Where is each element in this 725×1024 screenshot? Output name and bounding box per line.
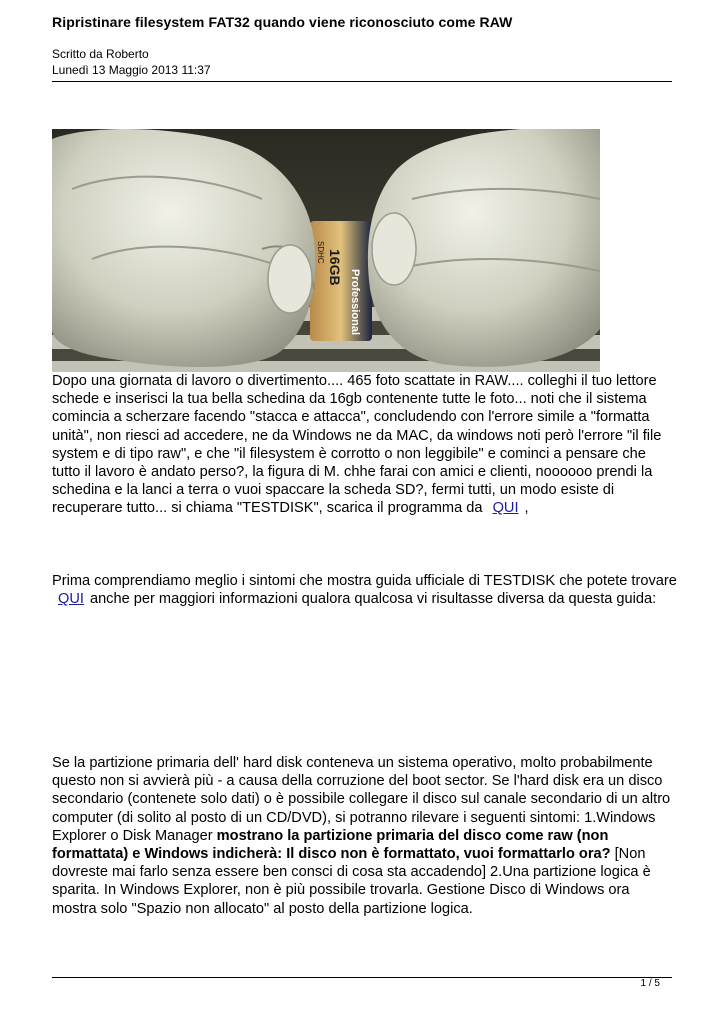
paragraph-intro-text: Dopo una giornata di lavoro o divertimento.... 465 foto scattate in RAW.... colleghi il tuo lettore schede e inserisci la tua bella schedina da 16gb contenente tutte le foto... noti che il sistema comincia a scherzare facendo "stacca e attacca", concludendo con l'errore simile a "formatta unità", non riesci ad accedere, ne da Windows ne da MAC, da windows noti però l'errore "il file system e di tipo raw", e che "il filesystem è corrotto o non leggibile" e cominci a pensare che tutto il lavoro è andato perso?, la figura di M. chhe farai con amici e clienti, noooooo prendi la schedina e la lanci a terra o vuoi spaccare la scheda SD?, fermi tutti, un modo esiste di recuperare tutto... si chiama "TESTDISK", scarica il programma da — [52, 373, 662, 517]
svg-text:SDHC: SDHC — [316, 241, 325, 264]
download-link-qui[interactable]: QUI — [492, 500, 519, 517]
paragraph-symptoms-text: Prima comprendiamo meglio i sintomi che mostra guida ufficiale di TESTDISK che potete trovare — [52, 573, 677, 589]
paragraph-intro — [52, 372, 677, 518]
document-meta — [52, 46, 211, 78]
author-line: Scritto da Roberto — [52, 47, 149, 61]
paragraph-details-end: [Non dovreste mai farlo senza essere ben consci di cosa sta accadendo] 2.Una partizione logica è sparita. In Windows Explorer, non è più possibile trovarla. Gestione Disco di Windows ora mostra solo "Spazio non allocato" al posto della partizione logica. — [52, 846, 651, 917]
article-photo — [52, 129, 600, 372]
document-title: Ripristinare filesystem FAT32 quando viene riconosciuto come RAW — [52, 14, 513, 30]
paragraph-details-intro: Se la partizione primaria dell' hard disk conteneva un sistema operativo, molto probabilmente questo non si avvierà più - a causa della corruzione del boot sector. Se l'hard disk era un disco secondario (contenete solo dati) o è possibile collegare il disco sul canale secondario di un altro computer (di solito al posto di un CD/DVD), si potranno rilevare i seguenti sintomi: 1.Windows Explorer o Disk Manager — [52, 755, 671, 844]
date-line: Lunedì 13 Maggio 2013 11:37 — [52, 63, 211, 77]
svg-text:16GB: 16GB — [327, 249, 343, 286]
footer-rule — [52, 977, 672, 978]
header-rule — [52, 81, 672, 82]
guide-link-qui[interactable]: QUI — [58, 591, 84, 608]
right-hand — [368, 129, 600, 367]
paragraph-details — [52, 754, 677, 918]
paragraph-details-bold: mostrano la partizione primaria del disco come raw (non formattata) e Windows indicherà: Il disco non è formattato, vuoi formattarlo ora? — [52, 827, 611, 863]
paragraph-symptoms-tail: anche per maggiori informazioni qualora qualcosa vi risultasse diversa da questa guida: — [89, 591, 657, 608]
page-number: 1 / 5 — [640, 978, 660, 989]
paragraph-intro-tail: , — [524, 500, 529, 517]
sd-card — [310, 221, 372, 341]
paragraph-symptoms — [52, 572, 677, 608]
svg-text:Professional: Professional — [349, 269, 361, 336]
